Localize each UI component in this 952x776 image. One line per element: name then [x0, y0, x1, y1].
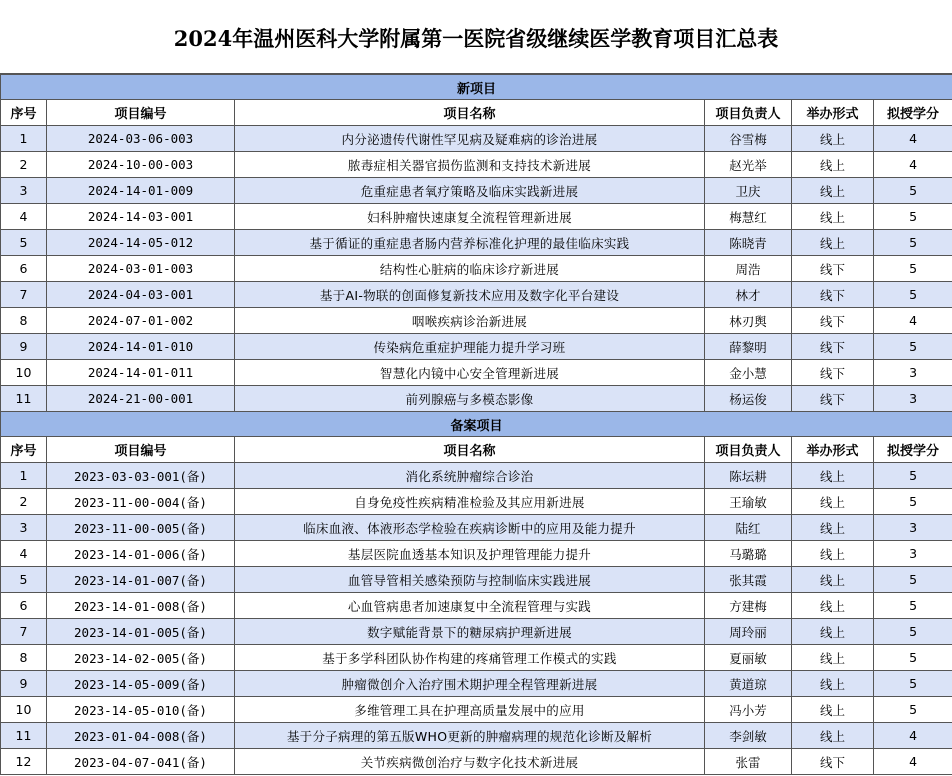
cell-row-number: 7	[1, 619, 47, 645]
cell-project-name: 心血管病患者加速康复中全流程管理与实践	[235, 593, 705, 619]
column-header-project-name: 项目名称	[235, 100, 705, 126]
cell-project-code: 2024-07-01-002	[47, 308, 235, 334]
cell-project-leader: 卫庆	[705, 178, 792, 204]
cell-project-leader: 黄道琼	[705, 671, 792, 697]
cell-project-name: 血管导管相关感染预防与控制临床实践进展	[235, 567, 705, 593]
cell-project-code: 2023-11-00-004(备)	[47, 489, 235, 515]
column-header-project-leader: 项目负责人	[705, 100, 792, 126]
cell-delivery-format: 线上	[792, 178, 874, 204]
cell-project-leader: 周玲丽	[705, 619, 792, 645]
cell-project-name: 基于多学科团队协作构建的疼痛管理工作模式的实践	[235, 645, 705, 671]
cell-credits: 5	[874, 619, 952, 645]
cell-project-name: 肿瘤微创介入治疗围术期护理全程管理新进展	[235, 671, 705, 697]
cell-project-leader: 李剑敏	[705, 723, 792, 749]
cell-delivery-format: 线上	[792, 489, 874, 515]
cell-project-code: 2023-14-01-006(备)	[47, 541, 235, 567]
table-row	[1, 567, 952, 593]
table-row	[1, 723, 952, 749]
cell-row-number: 10	[1, 697, 47, 723]
table-row	[1, 489, 952, 515]
cell-project-code: 2023-11-00-005(备)	[47, 515, 235, 541]
cell-project-code: 2023-04-07-041(备)	[47, 749, 235, 775]
cell-delivery-format: 线下	[792, 360, 874, 386]
cell-project-leader: 方建梅	[705, 593, 792, 619]
column-header-row	[1, 100, 952, 126]
cell-credits: 5	[874, 489, 952, 515]
section-title: 备案项目	[1, 412, 952, 437]
section-header	[1, 75, 952, 100]
table-row	[1, 515, 952, 541]
section-header	[1, 412, 952, 437]
cell-row-number: 4	[1, 541, 47, 567]
cell-credits: 3	[874, 541, 952, 567]
cell-row-number: 12	[1, 749, 47, 775]
cell-project-leader: 冯小芳	[705, 697, 792, 723]
cell-credits: 4	[874, 749, 952, 775]
column-header-project-name: 项目名称	[235, 437, 705, 463]
cell-project-code: 2023-14-01-007(备)	[47, 567, 235, 593]
cell-project-name: 智慧化内镜中心安全管理新进展	[235, 360, 705, 386]
column-header-project-code: 项目编号	[47, 100, 235, 126]
cell-project-code: 2023-14-01-005(备)	[47, 619, 235, 645]
cell-credits: 5	[874, 204, 952, 230]
cell-row-number: 1	[1, 463, 47, 489]
cell-row-number: 3	[1, 178, 47, 204]
cell-project-code: 2024-03-06-003	[47, 126, 235, 152]
cell-project-leader: 金小慧	[705, 360, 792, 386]
cell-credits: 5	[874, 671, 952, 697]
table-row	[1, 178, 952, 204]
cell-credits: 5	[874, 230, 952, 256]
table-row	[1, 541, 952, 567]
cell-project-name: 基层医院血透基本知识及护理管理能力提升	[235, 541, 705, 567]
cell-project-leader: 马璐璐	[705, 541, 792, 567]
cell-project-leader: 张雷	[705, 749, 792, 775]
cell-credits: 5	[874, 334, 952, 360]
table-row	[1, 386, 952, 412]
table-row	[1, 360, 952, 386]
cell-row-number: 2	[1, 152, 47, 178]
table-row	[1, 282, 952, 308]
section-title: 新项目	[1, 75, 952, 100]
table-row	[1, 230, 952, 256]
column-header-project-code: 项目编号	[47, 437, 235, 463]
cell-credits: 5	[874, 282, 952, 308]
cell-row-number: 4	[1, 204, 47, 230]
cell-delivery-format: 线上	[792, 463, 874, 489]
cell-project-leader: 张其霞	[705, 567, 792, 593]
cell-credits: 3	[874, 386, 952, 412]
cell-project-leader: 陆红	[705, 515, 792, 541]
cell-delivery-format: 线下	[792, 749, 874, 775]
cell-row-number: 5	[1, 230, 47, 256]
cell-delivery-format: 线下	[792, 256, 874, 282]
cell-project-leader: 梅慧红	[705, 204, 792, 230]
cell-project-name: 脓毒症相关器官损伤监测和支持技术新进展	[235, 152, 705, 178]
cell-row-number: 10	[1, 360, 47, 386]
cell-credits: 5	[874, 178, 952, 204]
cell-row-number: 8	[1, 645, 47, 671]
cell-project-name: 妇科肿瘤快速康复全流程管理新进展	[235, 204, 705, 230]
cell-delivery-format: 线上	[792, 723, 874, 749]
cell-project-code: 2024-10-00-003	[47, 152, 235, 178]
cell-project-code: 2024-14-01-010	[47, 334, 235, 360]
cell-row-number: 9	[1, 671, 47, 697]
cell-project-name: 危重症患者氧疗策略及临床实践新进展	[235, 178, 705, 204]
cell-project-code: 2024-14-01-009	[47, 178, 235, 204]
cell-project-leader: 王瑜敏	[705, 489, 792, 515]
table-row	[1, 697, 952, 723]
cell-project-leader: 林刃舆	[705, 308, 792, 334]
cell-delivery-format: 线下	[792, 282, 874, 308]
table-row	[1, 619, 952, 645]
table-row	[1, 334, 952, 360]
cell-project-leader: 周浩	[705, 256, 792, 282]
cell-row-number: 11	[1, 386, 47, 412]
cell-project-code: 2024-14-05-012	[47, 230, 235, 256]
table-row	[1, 308, 952, 334]
cell-credits: 3	[874, 515, 952, 541]
cell-delivery-format: 线下	[792, 308, 874, 334]
column-header-delivery-format: 举办形式	[792, 437, 874, 463]
cell-project-name: 内分泌遗传代谢性罕见病及疑难病的诊治进展	[235, 126, 705, 152]
cell-credits: 5	[874, 593, 952, 619]
project-table	[0, 74, 952, 775]
table-row	[1, 204, 952, 230]
cell-row-number: 5	[1, 567, 47, 593]
column-header-delivery-format: 举办形式	[792, 100, 874, 126]
cell-delivery-format: 线上	[792, 697, 874, 723]
cell-delivery-format: 线上	[792, 541, 874, 567]
cell-credits: 4	[874, 152, 952, 178]
table-row	[1, 671, 952, 697]
cell-credits: 5	[874, 463, 952, 489]
cell-delivery-format: 线上	[792, 204, 874, 230]
cell-credits: 3	[874, 360, 952, 386]
cell-project-name: 自身免疫性疾病精准检验及其应用新进展	[235, 489, 705, 515]
cell-project-leader: 薛黎明	[705, 334, 792, 360]
cell-row-number: 8	[1, 308, 47, 334]
table-row	[1, 256, 952, 282]
cell-project-leader: 杨运俊	[705, 386, 792, 412]
cell-project-name: 基于循证的重症患者肠内营养标准化护理的最佳临床实践	[235, 230, 705, 256]
cell-row-number: 6	[1, 593, 47, 619]
cell-project-code: 2023-03-03-001(备)	[47, 463, 235, 489]
cell-credits: 5	[874, 697, 952, 723]
cell-project-name: 多维管理工具在护理高质量发展中的应用	[235, 697, 705, 723]
cell-project-code: 2023-14-02-005(备)	[47, 645, 235, 671]
cell-row-number: 1	[1, 126, 47, 152]
cell-project-name: 临床血液、体液形态学检验在疾病诊断中的应用及能力提升	[235, 515, 705, 541]
cell-row-number: 6	[1, 256, 47, 282]
cell-delivery-format: 线上	[792, 515, 874, 541]
cell-project-name: 结构性心脏病的临床诊疗新进展	[235, 256, 705, 282]
cell-delivery-format: 线上	[792, 567, 874, 593]
table-row	[1, 152, 952, 178]
column-header-row-number: 序号	[1, 100, 47, 126]
cell-row-number: 11	[1, 723, 47, 749]
table-row	[1, 749, 952, 775]
column-header-row	[1, 437, 952, 463]
cell-delivery-format: 线上	[792, 152, 874, 178]
cell-row-number: 2	[1, 489, 47, 515]
cell-project-leader: 陈晓青	[705, 230, 792, 256]
cell-credits: 4	[874, 723, 952, 749]
column-header-project-leader: 项目负责人	[705, 437, 792, 463]
cell-project-code: 2023-14-05-009(备)	[47, 671, 235, 697]
cell-project-name: 消化系统肿瘤综合诊治	[235, 463, 705, 489]
cell-project-leader: 赵光举	[705, 152, 792, 178]
cell-project-leader: 谷雪梅	[705, 126, 792, 152]
cell-delivery-format: 线上	[792, 671, 874, 697]
cell-project-name: 基于分子病理的第五版WHO更新的肿瘤病理的规范化诊断及解析	[235, 723, 705, 749]
cell-project-code: 2024-21-00-001	[47, 386, 235, 412]
cell-project-code: 2024-04-03-001	[47, 282, 235, 308]
cell-delivery-format: 线上	[792, 619, 874, 645]
cell-project-leader: 陈坛耕	[705, 463, 792, 489]
table-row	[1, 645, 952, 671]
cell-project-leader: 夏丽敏	[705, 645, 792, 671]
cell-project-code: 2023-14-05-010(备)	[47, 697, 235, 723]
cell-project-name: 前列腺癌与多模态影像	[235, 386, 705, 412]
cell-project-code: 2024-14-01-011	[47, 360, 235, 386]
cell-project-name: 关节疾病微创治疗与数字化技术新进展	[235, 749, 705, 775]
cell-delivery-format: 线下	[792, 386, 874, 412]
cell-row-number: 3	[1, 515, 47, 541]
cell-delivery-format: 线上	[792, 230, 874, 256]
cell-row-number: 9	[1, 334, 47, 360]
cell-project-code: 2023-01-04-008(备)	[47, 723, 235, 749]
cell-project-code: 2023-14-01-008(备)	[47, 593, 235, 619]
cell-project-name: 咽喉疾病诊治新进展	[235, 308, 705, 334]
cell-credits: 5	[874, 256, 952, 282]
cell-delivery-format: 线下	[792, 334, 874, 360]
cell-project-name: 数字赋能背景下的糖尿病护理新进展	[235, 619, 705, 645]
cell-credits: 4	[874, 126, 952, 152]
column-header-row-number: 序号	[1, 437, 47, 463]
table-row	[1, 463, 952, 489]
table-body	[1, 75, 952, 775]
cell-project-code: 2024-03-01-003	[47, 256, 235, 282]
cell-delivery-format: 线上	[792, 645, 874, 671]
cell-delivery-format: 线上	[792, 593, 874, 619]
cell-delivery-format: 线上	[792, 126, 874, 152]
cell-project-name: 基于AI-物联的创面修复新技术应用及数字化平台建设	[235, 282, 705, 308]
cell-credits: 4	[874, 308, 952, 334]
column-header-credits: 拟授学分	[874, 100, 952, 126]
cell-credits: 5	[874, 567, 952, 593]
cell-project-leader: 林才	[705, 282, 792, 308]
column-header-credits: 拟授学分	[874, 437, 952, 463]
cell-credits: 5	[874, 645, 952, 671]
cell-project-name: 传染病危重症护理能力提升学习班	[235, 334, 705, 360]
page-title: 2024年温州医科大学附属第一医院省级继续医学教育项目汇总表	[0, 0, 952, 74]
cell-project-code: 2024-14-03-001	[47, 204, 235, 230]
cell-row-number: 7	[1, 282, 47, 308]
table-row	[1, 593, 952, 619]
table-row	[1, 126, 952, 152]
